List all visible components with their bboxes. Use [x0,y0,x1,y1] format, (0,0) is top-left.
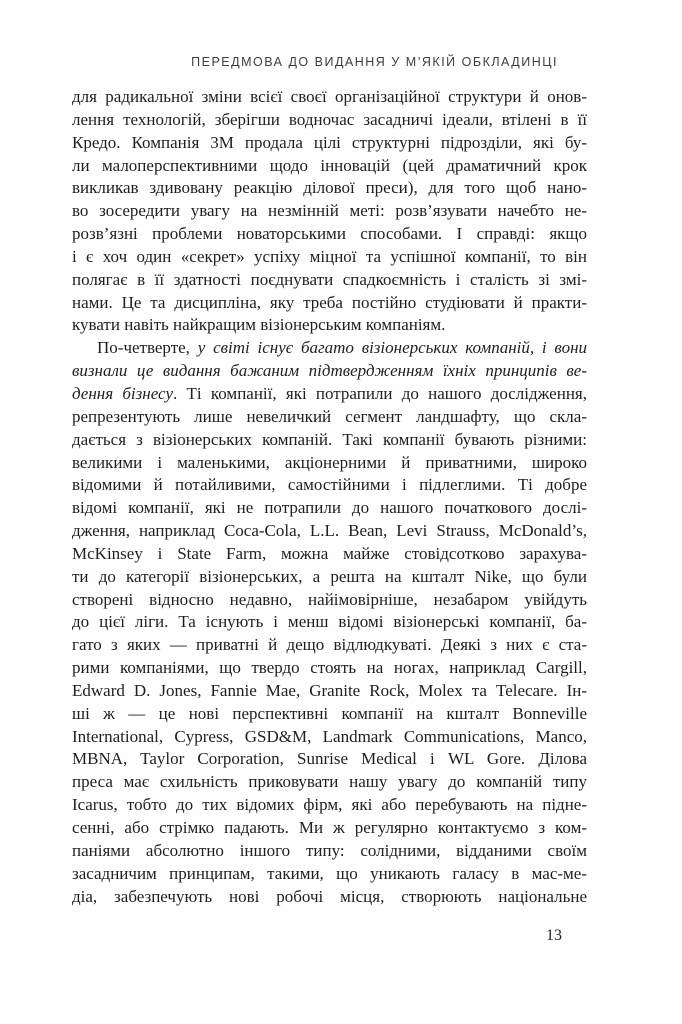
page-number: 13 [546,927,562,944]
text-line: полягає в її здатності поєднувати спадкоємність і сталість зі змі- [72,269,587,289]
text-line: гато з яких — приватні й дещо відлюдкуваті. Деякі з них є ста- [72,635,587,655]
text-line: викликав здивовану реакцію ділової преси), для того щоб нано- [72,178,587,198]
text-line: International, Cypress, GSD&M, Landmark Communications, Manco, [72,726,587,746]
text-line: ли малоперспективними щодо інновацій (цей драматичний крок [72,155,587,175]
text-line: репрезентують лише невеличкий сегмент ландшафту, що скла- [72,406,587,426]
text-line: паніями абсолютно іншого типу: солідними, відданими своїм [72,840,587,860]
text-line: дається з візіонерських компаній. Такі компанії бувають різними: [72,429,587,449]
running-header: ПЕРЕДМОВА ДО ВИДАННЯ У М’ЯКІЙ ОБКЛАДИНЦІ [191,55,558,69]
text-line: визнали це видання бажаним підтвердженням їхніх принципів ве- [72,361,587,381]
text-line: засадничим принципам, такими, що уникають галасу в мас-ме- [72,863,587,883]
text-line: до цієї ліги. Та існують і менш відомі візіонерські компанії, ба- [72,612,587,632]
text-line: во зосередити увагу на незмінній меті: розв’язувати начебто не- [72,201,587,221]
text-line: рими компаніями, що твердо стоять на ногах, наприклад Cargill, [72,658,587,678]
text-line: відомими й потайливими, самостійними і підлеглими. Ті добре [72,475,587,495]
text-line: Кредо. Компанія 3М продала цілі структурні підрозділи, які бу- [72,132,587,152]
text-line: кувати навіть найкращим візіонерським компаніям. [72,315,446,335]
text-line: створені відносно недавно, найімовірніше, незабаром увійдуть [72,589,587,609]
text-line: дення бізнесу. Ті компанії, які потрапили до нашого дослідження, [72,383,587,403]
text-line: Edward D. Jones, Fannie Mae, Granite Rock, Molex та Telecare. Ін- [72,680,587,700]
text-line: і є хоч один «секрет» успіху міцної та успішної компанії, то він [72,246,587,266]
text-line: Icarus, тобто до тих відомих фірм, які або перебувають на підне- [72,795,587,815]
text-line: діа, забезпечують нові робочі місця, створюють національне [72,886,587,906]
text-line: сенні, або стрімко падають. Ми ж регулярно контактуємо з ком- [72,818,587,837]
text-line: лення технологій, зберігши водночас засадничі ідеали, втілені в її [72,109,587,129]
text-line: нами. Це та дисципліна, яку треба постійно студіювати й практи- [72,292,587,312]
text-line: McKinsey і State Farm, можна майже стовідсотково зарахува- [72,543,587,563]
text-line: ти до категорії візіонерських, а решта на кшталт Nike, що були [72,566,587,586]
text-line: відомі компанії, які не потрапили до нашого початкового дослі- [72,498,587,518]
text-line: великими і маленькими, акціонерними й приватними, широко [72,452,587,472]
text-line: преса має схильність приковувати нашу увагу до компаній типу [72,772,587,792]
text-line: По-четверте, у світі існує багато візіонерських компаній, і вони [97,338,587,358]
text-line: для радикальної зміни всієї своєї організаційної структури й онов- [72,87,587,106]
page-body [72,86,587,908]
text-line: ші ж — це нові перспективні компанії на кшталт Bonneville [72,703,587,723]
text-line: дження, наприклад Coca-Cola, L.L. Bean, Levi Strauss, McDonald’s, [72,521,587,541]
text-line: MBNA, Taylor Corporation, Sunrise Medical і WL Gore. Ділова [72,749,587,769]
text-line: розв’язні проблеми новаторськими способами. І справді: якщо [72,224,587,244]
